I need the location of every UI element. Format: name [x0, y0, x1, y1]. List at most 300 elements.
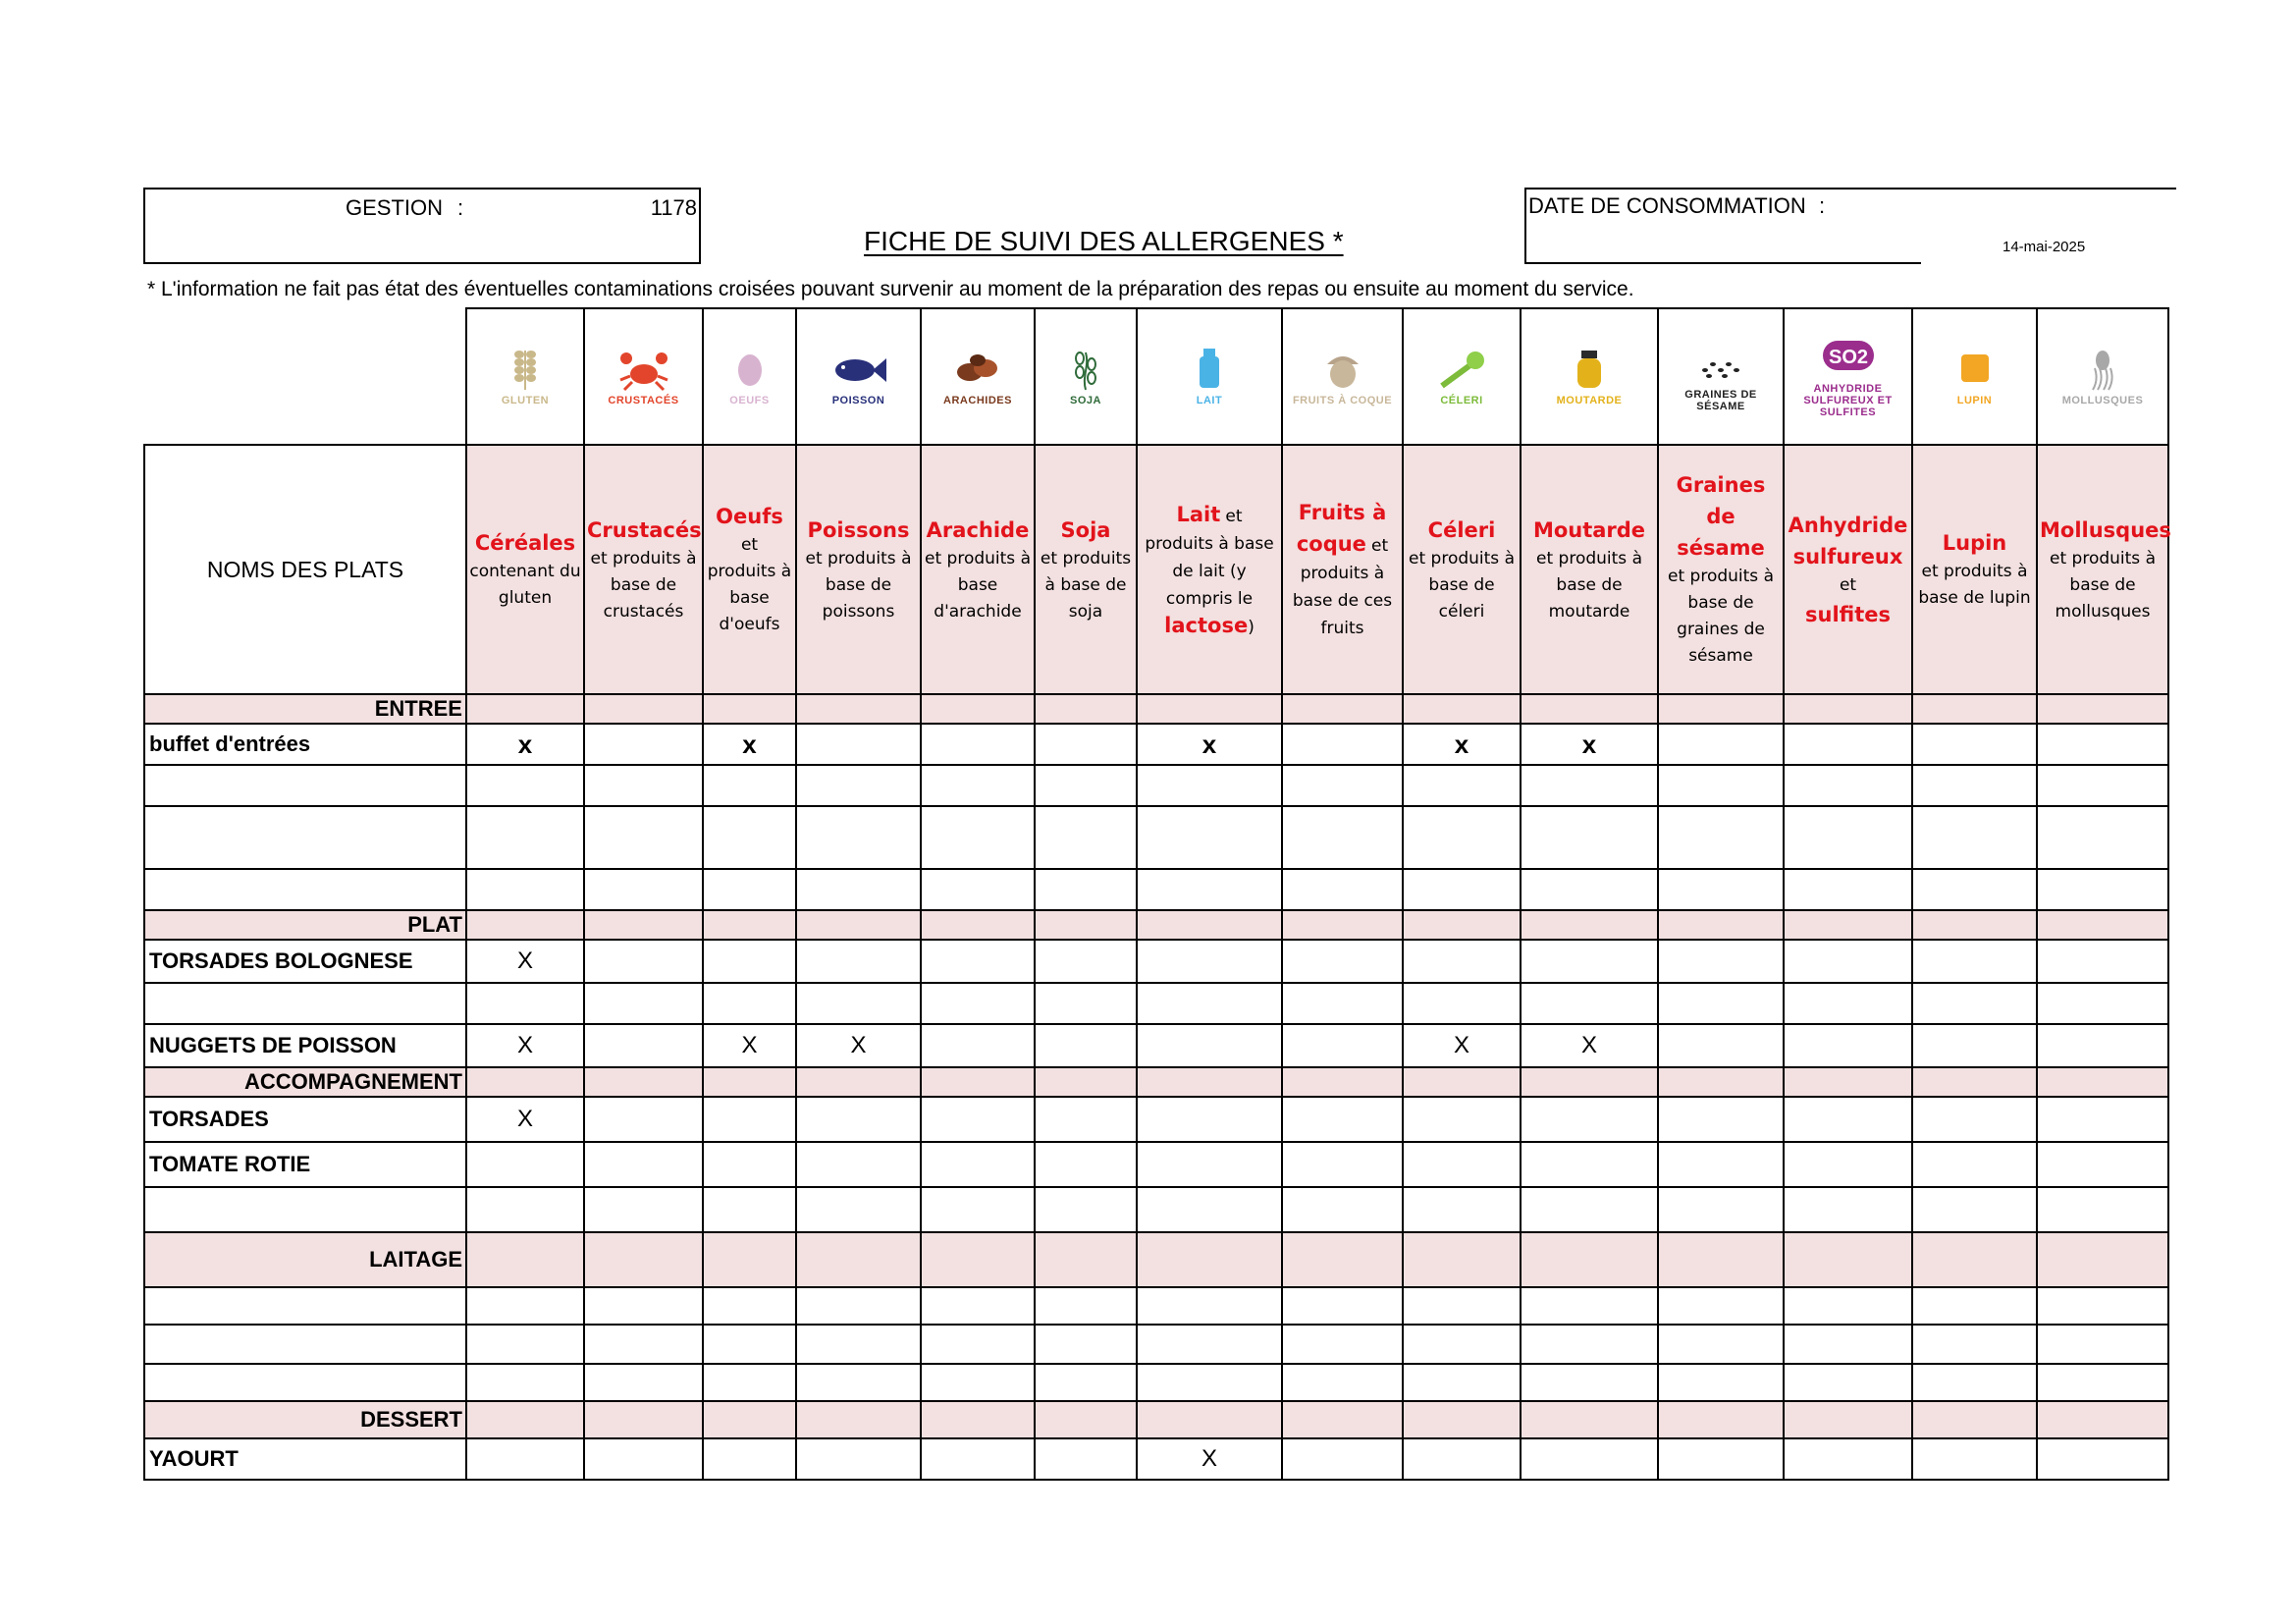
- allergen-mark: x: [466, 724, 584, 765]
- allergen-cell: [703, 765, 796, 806]
- allergen-icon-caption: SOJA: [1070, 395, 1101, 406]
- allergen-desc: et produits à base d'arachide: [925, 548, 1031, 622]
- allergen-mark: X: [1521, 1024, 1658, 1067]
- section-cell: [1282, 694, 1403, 724]
- allergen-cell: [921, 940, 1035, 983]
- allergen-mark: X: [796, 1024, 921, 1067]
- section-cell: [1403, 694, 1521, 724]
- allergen-cell: [584, 1097, 703, 1142]
- allergen-desc: et produits à base d'oeufs: [707, 535, 792, 634]
- allergen-cell: [1912, 1187, 2037, 1232]
- allergen-cell: [1912, 1097, 2037, 1142]
- dish-name: [144, 983, 466, 1024]
- allergen-header-cell: [2037, 445, 2171, 694]
- allergen-cell: [2037, 1024, 2168, 1067]
- section-cell: [2037, 1401, 2168, 1438]
- section-cell: [466, 1401, 584, 1438]
- allergen-icon: [1036, 347, 1136, 406]
- allergen-cell: [1658, 1364, 1784, 1401]
- allergen-cell: [921, 1438, 1035, 1480]
- allergen-cell: [2037, 724, 2168, 765]
- allergen-cell: [1035, 1187, 1137, 1232]
- allergen-cell: [1282, 1142, 1403, 1187]
- allergen-desc: et produits à base de crustacés: [590, 548, 697, 622]
- allergen-cell: [1912, 765, 2037, 806]
- dish-row: [144, 806, 2168, 869]
- allergen-cell: [796, 724, 921, 765]
- allergen-cell: [1137, 806, 1282, 869]
- allergen-icon: [704, 347, 795, 406]
- allergen-icon: [1659, 341, 1783, 412]
- allergen-cell: [584, 1438, 703, 1480]
- section-cell: [703, 910, 796, 940]
- peanut-icon: [948, 347, 1007, 392]
- section-cell: [466, 1067, 584, 1097]
- section-cell: [1521, 1401, 1658, 1438]
- allergen-cell: [466, 1142, 584, 1187]
- allergen-cell: [2037, 1364, 2168, 1401]
- allergen-cell: [1137, 1364, 1282, 1401]
- allergen-cell: [1912, 724, 2037, 765]
- allergen-cell: [921, 1024, 1035, 1067]
- section-cell: [1658, 910, 1784, 940]
- allergen-cell: [1521, 1142, 1658, 1187]
- section-cell: [584, 1401, 703, 1438]
- date-label: DATE DE CONSOMMATION: [1528, 193, 1806, 218]
- crab-icon: [614, 347, 673, 392]
- section-cell: [2037, 910, 2168, 940]
- allergen-cell: [703, 940, 796, 983]
- allergen-cell: [1658, 765, 1784, 806]
- allergen-cell: [1658, 869, 1784, 910]
- dish-row: [144, 1438, 2168, 1480]
- allergen-icon-caption: GRAINES DE SÉSAME: [1684, 389, 1757, 412]
- section-cell: [1403, 1232, 1521, 1287]
- allergen-cell: [1658, 1287, 1784, 1325]
- allergen-header-cell: [466, 445, 584, 694]
- allergen-cell: [1784, 1325, 1912, 1364]
- section-cell: [1658, 694, 1784, 724]
- allergen-cell: [1035, 1364, 1137, 1401]
- allergen-cell: [584, 1287, 703, 1325]
- allergen-icon-cell: [796, 308, 921, 445]
- allergen-icon-caption: MOLLUSQUES: [2061, 395, 2144, 406]
- blank-corner: [144, 308, 466, 445]
- section-cell: [1521, 910, 1658, 940]
- allergen-cell: [1403, 869, 1521, 910]
- section-cell: [1784, 1232, 1912, 1287]
- allergen-cell: [1035, 724, 1137, 765]
- sesame-icon: [1691, 341, 1750, 386]
- section-cell: [466, 910, 584, 940]
- dish-name: buffet d'entrées: [144, 724, 466, 765]
- allergen-mark: X: [466, 940, 584, 983]
- dish-row: [144, 983, 2168, 1024]
- allergen-cell: [1521, 869, 1658, 910]
- allergen-icon-cell: [2037, 308, 2168, 445]
- allergen-mark: X: [466, 1024, 584, 1067]
- allergen-icon-caption: LAIT: [1196, 395, 1223, 406]
- allergen-cell: [1658, 1438, 1784, 1480]
- soy-icon: [1056, 347, 1115, 392]
- allergen-cell: [466, 1438, 584, 1480]
- allergen-header-cell: [1658, 445, 1784, 694]
- allergen-cell: [1658, 940, 1784, 983]
- allergen-cell: [1403, 1097, 1521, 1142]
- allergen-icon-caption: LUPIN: [1956, 395, 1993, 406]
- allergen-cell: [584, 1142, 703, 1187]
- allergen-cell: [1784, 1097, 1912, 1142]
- allergen-icon-caption: GLUTEN: [501, 395, 550, 406]
- allergen-cell: [1282, 806, 1403, 869]
- section-cell: [703, 1067, 796, 1097]
- allergen-desc: et produits à base de soja: [1040, 548, 1132, 622]
- allergen-header-cell: [921, 445, 1035, 694]
- allergen-cell: [1035, 1142, 1137, 1187]
- section-cell: [1521, 1232, 1658, 1287]
- allergen-name: Oeufs: [716, 505, 783, 528]
- so2-icon-label: SO2: [1828, 347, 1868, 368]
- allergen-cell: [703, 806, 796, 869]
- allergen-cell: [584, 1024, 703, 1067]
- section-cell: [466, 694, 584, 724]
- dish-name: [144, 1325, 466, 1364]
- allergen-name: Lupin: [1942, 531, 2007, 555]
- dish-name: NUGGETS DE POISSON: [144, 1024, 466, 1067]
- allergen-table: [143, 307, 2169, 1481]
- section-cell: [2037, 1232, 2168, 1287]
- allergen-cell: [466, 1325, 584, 1364]
- allergen-cell: [1282, 1097, 1403, 1142]
- date-colon: :: [1819, 193, 1826, 218]
- allergen-cell: [1282, 940, 1403, 983]
- allergen-name: Arachide: [926, 517, 1030, 542]
- section-cell: [1784, 1401, 1912, 1438]
- allergen-cell: [1658, 1142, 1784, 1187]
- allergen-mark: X: [1137, 1438, 1282, 1480]
- allergen-cell: [2037, 869, 2168, 910]
- allergen-desc-prefix: et: [1371, 536, 1389, 556]
- allergen-cell: [1912, 983, 2037, 1024]
- allergen-cell: [1784, 1024, 1912, 1067]
- allergen-icon-caption: ARACHIDES: [943, 395, 1012, 406]
- allergen-cell: [921, 1325, 1035, 1364]
- allergen-cell: [584, 806, 703, 869]
- dish-row: [144, 1142, 2168, 1187]
- allergen-name: Graines de sésame: [1676, 473, 1766, 560]
- dish-name: [144, 765, 466, 806]
- section-label: DESSERT: [144, 1401, 466, 1438]
- allergen-cell: [1403, 765, 1521, 806]
- allergen-cell: [703, 1325, 796, 1364]
- allergen-cell: [703, 869, 796, 910]
- allergen-cell: [1784, 1187, 1912, 1232]
- names-header: NOMS DES PLATS: [144, 445, 466, 694]
- section-cell: [1912, 1232, 2037, 1287]
- allergen-cell: [1403, 1325, 1521, 1364]
- allergen-cell: [1403, 983, 1521, 1024]
- allergen-cell: [466, 983, 584, 1024]
- allergen-icon-caption: ANHYDRIDE SULFUREUX ET SULFITES: [1803, 383, 1893, 418]
- allergen-cell: [1784, 940, 1912, 983]
- allergen-icon-cell: [1035, 308, 1137, 445]
- section-cell: [1912, 1067, 2037, 1097]
- section-cell: [1912, 694, 2037, 724]
- allergen-desc-prefix: et: [1225, 506, 1243, 526]
- allergen-cell: [796, 806, 921, 869]
- allergen-name: Soja: [1060, 517, 1111, 542]
- allergen-name: Anhydride sulfureux: [1788, 513, 1908, 568]
- section-row: [144, 694, 2168, 724]
- allergen-icon-cell: [584, 308, 703, 445]
- allergen-cell: [1658, 1097, 1784, 1142]
- section-cell: [1403, 1067, 1521, 1097]
- allergen-icon: [1283, 347, 1402, 406]
- allergen-cell: [1912, 1142, 2037, 1187]
- allergen-cell: [1521, 1364, 1658, 1401]
- section-cell: [1912, 1401, 2037, 1438]
- allergen-cell: [703, 983, 796, 1024]
- allergen-icon: [1522, 347, 1657, 406]
- dish-name: [144, 806, 466, 869]
- dish-name: [144, 1287, 466, 1325]
- allergen-cell: [796, 940, 921, 983]
- allergen-mark: X: [466, 1097, 584, 1142]
- allergen-cell: [921, 1097, 1035, 1142]
- allergen-icon-cell: [921, 308, 1035, 445]
- gestion-label: GESTION: [346, 195, 444, 220]
- allergen-name: Crustacés: [587, 517, 702, 542]
- allergen-cell: [1137, 1142, 1282, 1187]
- allergen-name-secondary: sulfites: [1805, 602, 1891, 626]
- section-cell: [921, 1232, 1035, 1287]
- allergen-cell: [1035, 765, 1137, 806]
- allergen-cell: [584, 983, 703, 1024]
- allergen-cell: [2037, 1438, 2168, 1480]
- section-cell: [1784, 910, 1912, 940]
- dish-row: [144, 1364, 2168, 1401]
- milk-icon: [1180, 347, 1239, 392]
- allergen-cell: [1282, 1364, 1403, 1401]
- allergen-cell: [1784, 1364, 1912, 1401]
- dish-row: [144, 724, 2168, 765]
- allergen-mark: X: [703, 1024, 796, 1067]
- allergen-mark: x: [1403, 724, 1521, 765]
- allergen-header-cell: [1035, 445, 1137, 694]
- allergen-icon-caption: CÉLERI: [1440, 395, 1483, 406]
- allergen-cell: [1403, 1142, 1521, 1187]
- section-cell: [1137, 1401, 1282, 1438]
- allergen-name: Fruits à coque: [1296, 501, 1387, 556]
- allergen-icon: [1913, 347, 2036, 406]
- allergen-cell: [1035, 983, 1137, 1024]
- allergen-cell: [1521, 1325, 1658, 1364]
- dish-row: [144, 1097, 2168, 1142]
- allergen-cell: [1521, 983, 1658, 1024]
- disclaimer-note: * L'information ne fait pas état des éventuelles contaminations croisées pouvant survenir au moment de la préparation des repas ou ensuite au moment du service.: [147, 278, 1634, 300]
- dish-row: [144, 940, 2168, 983]
- section-cell: [703, 1401, 796, 1438]
- allergen-icon: [1785, 335, 1911, 418]
- allergen-cell: [703, 1142, 796, 1187]
- allergen-cell: [584, 724, 703, 765]
- allergen-desc: produits à base de ces fruits: [1292, 564, 1393, 638]
- allergen-header-cell: [1137, 445, 1282, 694]
- allergen-cell: [1784, 724, 1912, 765]
- allergen-name: Céréales: [474, 531, 576, 555]
- allergen-cell: [703, 1287, 796, 1325]
- allergen-icon-caption: POISSON: [831, 395, 885, 406]
- allergen-cell: [2037, 940, 2168, 983]
- allergen-cell: [1403, 1438, 1521, 1480]
- section-cell: [1137, 694, 1282, 724]
- allergen-cell: [1784, 765, 1912, 806]
- gestion-box: [143, 188, 701, 264]
- section-cell: [584, 1232, 703, 1287]
- section-cell: [1035, 694, 1137, 724]
- allergen-cell: [1521, 1097, 1658, 1142]
- allergen-header-cell: [1403, 445, 1521, 694]
- allergen-cell: [1521, 940, 1658, 983]
- allergen-cell: [921, 765, 1035, 806]
- allergen-cell: [1912, 1287, 2037, 1325]
- section-cell: [703, 694, 796, 724]
- allergen-desc: et: [1839, 574, 1857, 595]
- allergen-cell: [2037, 1187, 2168, 1232]
- allergen-cell: [1035, 1287, 1137, 1325]
- allergen-cell: [921, 1187, 1035, 1232]
- section-cell: [1035, 1067, 1137, 1097]
- allergen-cell: [1282, 1024, 1403, 1067]
- section-row: [144, 910, 2168, 940]
- allergen-desc: et produits à base de moutarde: [1536, 548, 1642, 622]
- allergen-icon: [585, 347, 702, 406]
- section-row: [144, 1067, 2168, 1097]
- dish-row: [144, 869, 2168, 910]
- allergen-icon-cell: [1521, 308, 1658, 445]
- allergen-icon-caption: OEUFS: [729, 395, 770, 406]
- allergen-icon: [467, 347, 583, 406]
- section-cell: [703, 1232, 796, 1287]
- allergen-cell: [466, 869, 584, 910]
- allergen-header-row: [144, 445, 2168, 694]
- allergen-name: Moutarde: [1532, 517, 1646, 542]
- section-cell: [1521, 694, 1658, 724]
- allergen-cell: [1282, 1287, 1403, 1325]
- dish-row: [144, 1187, 2168, 1232]
- allergen-cell: [2037, 1325, 2168, 1364]
- allergen-cell: [1912, 1364, 2037, 1401]
- allergen-desc: et produits à base de mollusques: [2050, 548, 2156, 622]
- allergen-cell: [466, 1287, 584, 1325]
- allergen-cell: [584, 940, 703, 983]
- allergen-cell: [921, 806, 1035, 869]
- allergen-mark: x: [1521, 724, 1658, 765]
- section-cell: [921, 1401, 1035, 1438]
- allergen-icon: [1138, 347, 1281, 406]
- allergen-cell: [1403, 1287, 1521, 1325]
- allergen-cell: [1658, 983, 1784, 1024]
- section-label: PLAT: [144, 910, 466, 940]
- allergen-header-cell: [584, 445, 703, 694]
- allergen-cell: [584, 1364, 703, 1401]
- gestion-value: 1178: [650, 195, 697, 220]
- allergen-cell: [1784, 806, 1912, 869]
- mollusc-icon: [2073, 347, 2132, 392]
- gestion-colon: :: [457, 195, 464, 220]
- icon-row: [144, 308, 2168, 445]
- allergen-cell: [796, 1142, 921, 1187]
- allergen-header-cell: [1282, 445, 1403, 694]
- allergen-mark: x: [1137, 724, 1282, 765]
- allergen-cell: [1282, 1325, 1403, 1364]
- dish-name: TORSADES: [144, 1097, 466, 1142]
- allergen-icon-caption: FRUITS À COQUE: [1292, 395, 1393, 406]
- section-cell: [1137, 1232, 1282, 1287]
- allergen-header-cell: [703, 445, 796, 694]
- allergen-cell: [796, 1187, 921, 1232]
- allergen-cell: [796, 1097, 921, 1142]
- allergen-cell: [1137, 869, 1282, 910]
- allergen-cell: [1658, 1024, 1784, 1067]
- allergen-cell: [796, 983, 921, 1024]
- allergen-cell: [703, 1187, 796, 1232]
- nut-icon: [1313, 347, 1372, 392]
- gluten-icon: [496, 347, 555, 392]
- section-cell: [1784, 694, 1912, 724]
- allergen-cell: [1912, 869, 2037, 910]
- allergen-icon: [797, 347, 920, 406]
- section-row: [144, 1232, 2168, 1287]
- allergen-icon-cell: [1784, 308, 1912, 445]
- allergen-icon: [1404, 347, 1520, 406]
- allergen-cell: [1035, 1097, 1137, 1142]
- allergen-cell: [1403, 1187, 1521, 1232]
- allergen-cell: [921, 724, 1035, 765]
- section-cell: [1282, 1067, 1403, 1097]
- allergen-cell: [1658, 1325, 1784, 1364]
- allergen-header-cell: [1521, 445, 1658, 694]
- allergen-cell: [1403, 940, 1521, 983]
- allergen-cell: [1658, 806, 1784, 869]
- allergen-cell: [1035, 940, 1137, 983]
- allergen-cell: [1784, 1287, 1912, 1325]
- allergen-cell: [2037, 1097, 2168, 1142]
- allergen-cell: [703, 1438, 796, 1480]
- section-cell: [2037, 1067, 2168, 1097]
- dish-name: YAOURT: [144, 1438, 466, 1480]
- allergen-cell: [1137, 1287, 1282, 1325]
- allergen-icon-cell: [1912, 308, 2037, 445]
- allergen-cell: [796, 1287, 921, 1325]
- mustard-icon: [1560, 347, 1619, 392]
- dish-name: [144, 869, 466, 910]
- allergen-cell: [796, 1325, 921, 1364]
- allergen-desc: et produits à base de céleri: [1409, 548, 1515, 622]
- page-title: FICHE DE SUIVI DES ALLERGENES *: [864, 226, 1344, 256]
- section-cell: [1035, 1232, 1137, 1287]
- allergen-cell: [796, 869, 921, 910]
- allergen-cell: [1035, 1024, 1137, 1067]
- section-cell: [1282, 910, 1403, 940]
- allergen-mark: X: [1403, 1024, 1521, 1067]
- section-cell: [1658, 1232, 1784, 1287]
- section-cell: [796, 1401, 921, 1438]
- allergen-cell: [2037, 806, 2168, 869]
- allergen-cell: [466, 1187, 584, 1232]
- dish-row: [144, 1287, 2168, 1325]
- allergen-cell: [796, 1438, 921, 1480]
